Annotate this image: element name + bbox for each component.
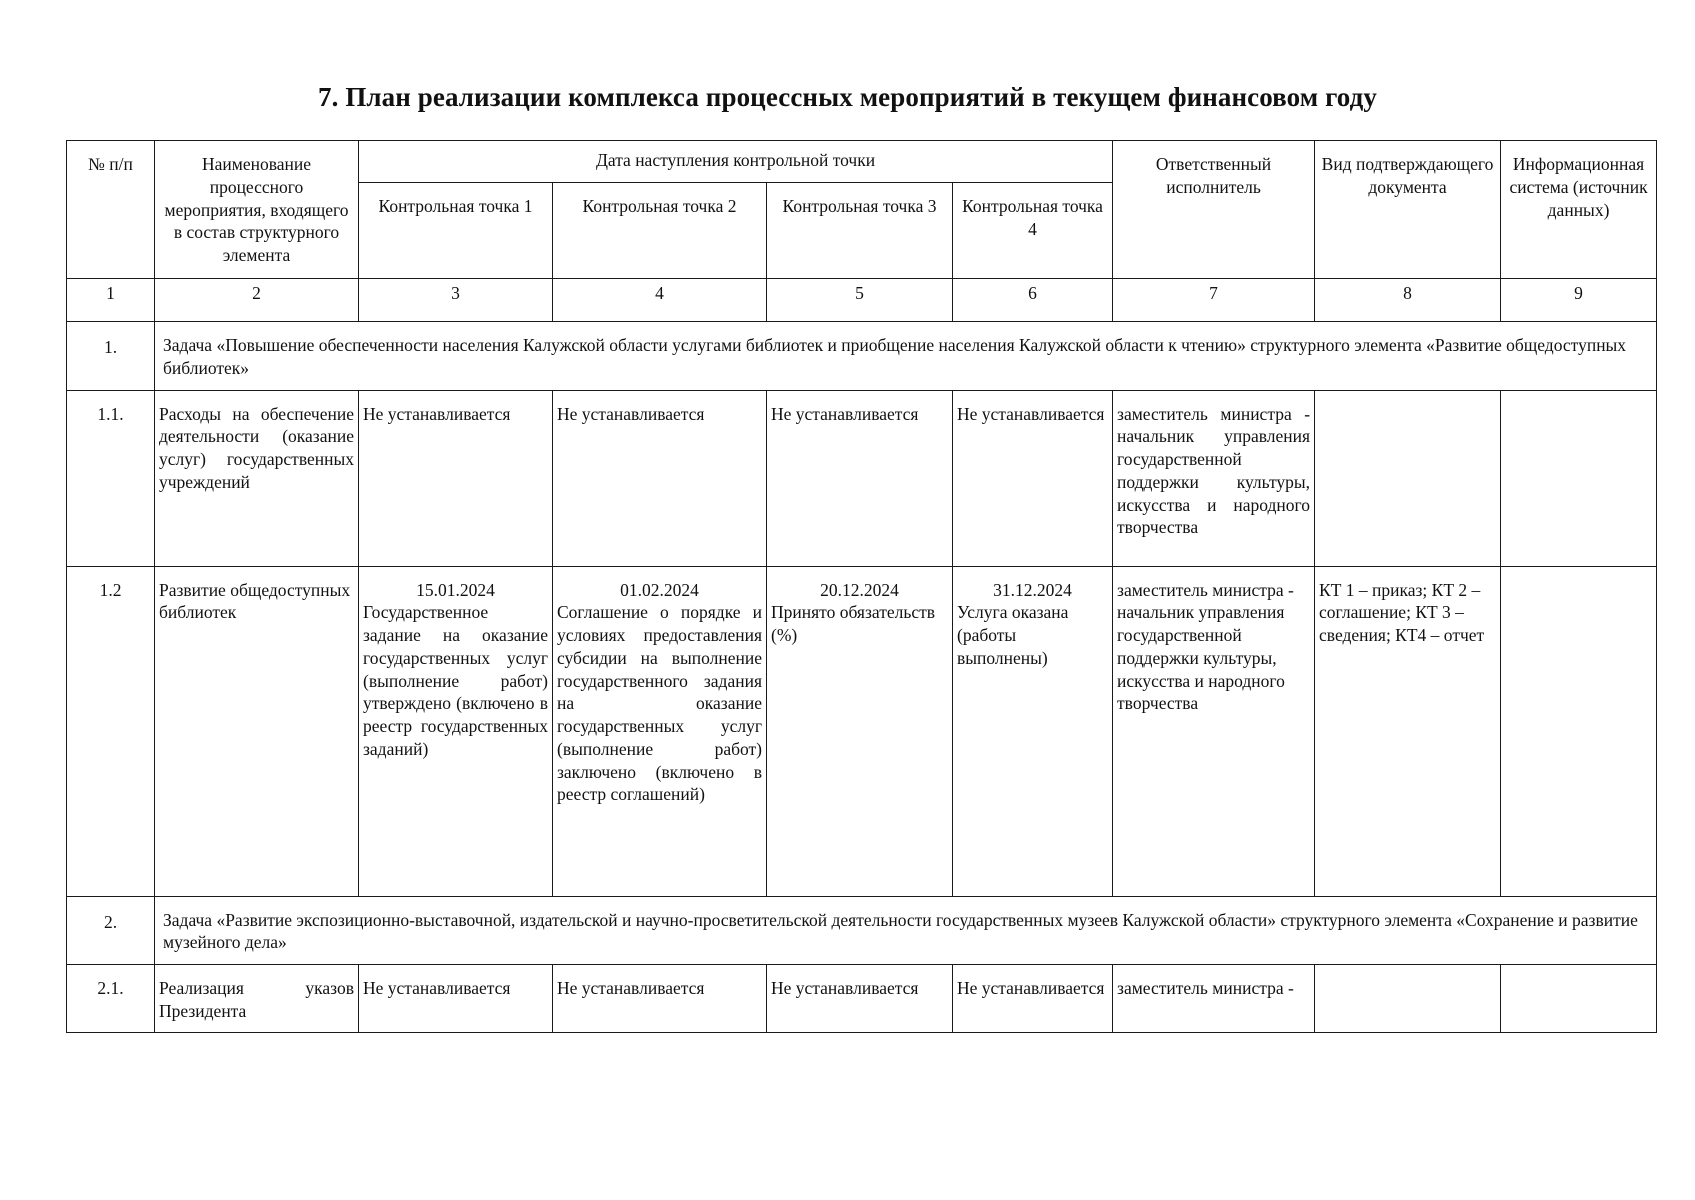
event-name: Развитие общедоступных библиотек xyxy=(155,566,359,896)
header-kt1: Контрольная точка 1 xyxy=(359,183,553,279)
column-number: 5 xyxy=(767,279,953,322)
doc-type-value xyxy=(1315,965,1501,1033)
table-header-row xyxy=(67,141,1657,183)
kt3-date: 20.12.2024 xyxy=(820,579,899,600)
plan-table xyxy=(66,140,1657,1033)
table-row-1-2 xyxy=(67,566,1657,896)
kt1-description: Государственное задание на оказание государственных услуг (выполнение работ) утверждено (включено в реестр государственных заданий) xyxy=(363,602,548,759)
task-description: Задача «Развитие экспозиционно-выставочной, издательской и научно-просветительской деятельности государственных музеев Калужской области» структурного элемента «Сохранение и развитие музейного дела» xyxy=(155,896,1657,965)
event-name: Расходы на обеспечение деятельности (оказание услуг) государственных учреждений xyxy=(155,390,359,566)
doc-type-value xyxy=(1315,390,1501,566)
column-number: 9 xyxy=(1501,279,1657,322)
task-row-1 xyxy=(67,322,1657,391)
task-description: Задача «Повышение обеспеченности населения Калужской области услугами библиотек и приобщение населения Калужской области к чтению» структурного элемента «Развитие общедоступных библиотек» xyxy=(155,322,1657,391)
column-numbers-row xyxy=(67,279,1657,322)
row-number: 1.1. xyxy=(67,390,155,566)
column-number: 6 xyxy=(953,279,1113,322)
header-responsible: Ответственный исполнитель xyxy=(1113,141,1315,279)
event-name: Реализация указов Президента xyxy=(155,965,359,1033)
kt3-value: Не устанавливается xyxy=(767,390,953,566)
kt2-value: Не устанавливается xyxy=(553,390,767,566)
kt3-cell xyxy=(767,566,953,896)
row-number: 1.2 xyxy=(67,566,155,896)
task-number: 1. xyxy=(67,322,155,391)
column-number: 8 xyxy=(1315,279,1501,322)
column-number: 2 xyxy=(155,279,359,322)
responsible-value: заместитель министра - начальник управления государственной поддержки культуры, искусства и народного творчества xyxy=(1113,390,1315,566)
header-doc-type: Вид подтверждающего документа xyxy=(1315,141,1501,279)
table-row-2-1 xyxy=(67,965,1657,1033)
column-number: 7 xyxy=(1113,279,1315,322)
info-system-value xyxy=(1501,965,1657,1033)
doc-type-value: КТ 1 – приказ; КТ 2 – соглашение; КТ 3 – сведения; КТ4 – отчет xyxy=(1315,566,1501,896)
kt2-value: Не устанавливается xyxy=(553,965,767,1033)
kt4-cell xyxy=(953,566,1113,896)
column-number: 1 xyxy=(67,279,155,322)
kt3-value: Не устанавливается xyxy=(767,965,953,1033)
column-number: 3 xyxy=(359,279,553,322)
column-number: 4 xyxy=(553,279,767,322)
info-system-value xyxy=(1501,566,1657,896)
responsible-value: заместитель министра - начальник управления государственной поддержки культуры, искусства и народного творчества xyxy=(1113,566,1315,896)
header-name: Наименование процессного мероприятия, входящего в состав структурного элемента xyxy=(155,141,359,279)
kt1-value: Не устанавливается xyxy=(359,965,553,1033)
header-info-system: Информационная система (источник данных) xyxy=(1501,141,1657,279)
kt2-cell xyxy=(553,566,767,896)
header-kt3: Контрольная точка 3 xyxy=(767,183,953,279)
page-title: 7. План реализации комплекса процессных мероприятий в текущем финансовом году xyxy=(318,82,1377,112)
info-system-value xyxy=(1501,390,1657,566)
kt4-date: 31.12.2024 xyxy=(993,579,1072,600)
kt1-cell xyxy=(359,566,553,896)
header-num: № п/п xyxy=(67,141,155,279)
kt4-value: Не устанавливается xyxy=(953,965,1113,1033)
kt4-description: Услуга оказана (работы выполнены) xyxy=(957,602,1069,668)
kt4-value: Не устанавливается xyxy=(953,390,1113,566)
header-kt2: Контрольная точка 2 xyxy=(553,183,767,279)
row-number: 2.1. xyxy=(67,965,155,1033)
kt3-description: Принято обязательств (%) xyxy=(771,602,936,645)
responsible-value: заместитель министра - xyxy=(1113,965,1315,1033)
task-number: 2. xyxy=(67,896,155,965)
kt1-date: 15.01.2024 xyxy=(416,579,495,600)
header-date-group: Дата наступления контрольной точки xyxy=(359,141,1113,183)
table-row-1-1 xyxy=(67,390,1657,566)
header-kt4: Контрольная точка 4 xyxy=(953,183,1113,279)
kt1-value: Не устанавливается xyxy=(359,390,553,566)
task-row-2 xyxy=(67,896,1657,965)
kt2-date: 01.02.2024 xyxy=(620,579,699,600)
kt2-description: Соглашение о порядке и условиях предоставления субсидии на выполнение государственного задания на оказание государственных услуг (выполнение работ) заключено (включено в реестр соглашений) xyxy=(557,602,762,805)
